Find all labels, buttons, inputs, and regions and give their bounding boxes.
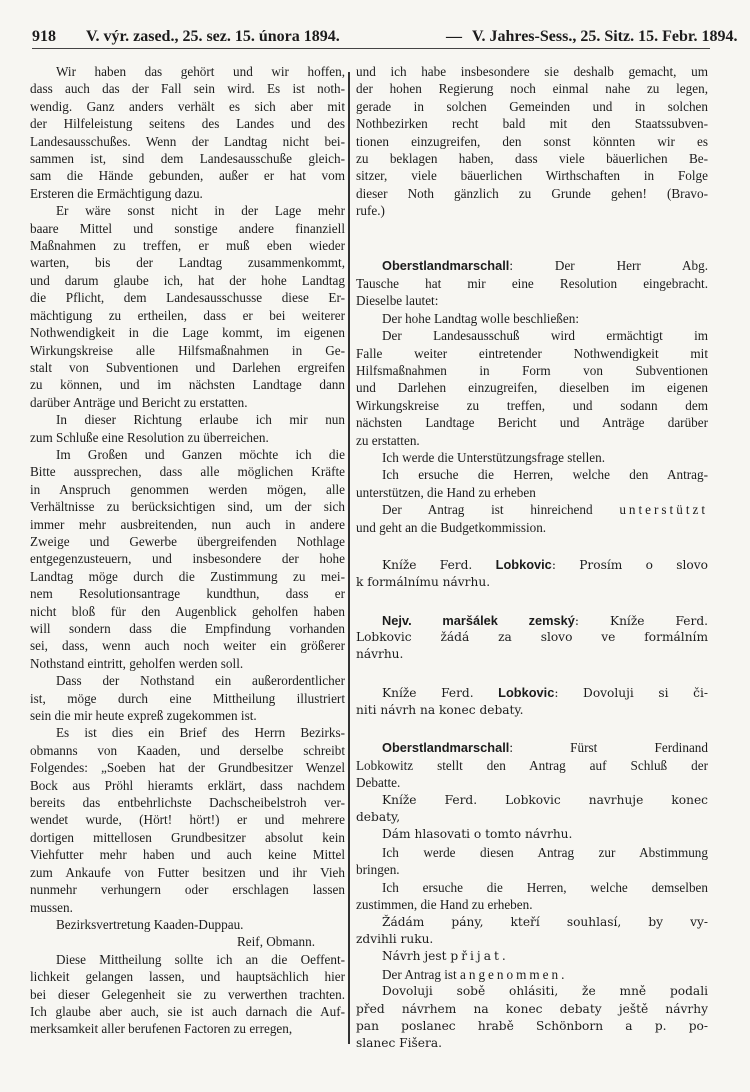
text-line: Folgendes: „Soeben hat der Grundbesitzer Wenzel <box>30 760 345 776</box>
text-segment: Kníže Ferd. <box>382 686 499 701</box>
text-line: zu können, und im nächsten Landtage dann <box>30 377 345 393</box>
speaker-name: Lobkovic <box>495 557 552 573</box>
text-segment: : Kníže Ferd. <box>574 613 708 628</box>
text-line: Ich glaube aber auch, sie ist auch darnach die Auf- <box>30 1003 345 1019</box>
text-line: entgegenzusteuern, und insbesondere der hohe <box>30 551 345 567</box>
text-line: Nothwendigkeit in die Lage kommt, im eigenen <box>30 325 345 341</box>
text-line: und ich habe insbesondere sie deshalb gemacht, um <box>356 64 708 79</box>
text-line: nicht bloß für den Augenblick geholfen haben <box>30 603 345 619</box>
paragraph <box>30 724 345 915</box>
paragraph <box>356 466 708 501</box>
text-segment: Der Antrag ist hinreichend <box>382 502 620 518</box>
paragraph <box>356 684 708 719</box>
paragraph <box>356 63 708 220</box>
text-line: darüber Anträge und Bericht zu erstatten. <box>30 394 248 410</box>
text-segment: Der Antrag ist <box>382 966 461 982</box>
text-line: debaty, <box>356 810 401 825</box>
text-line <box>356 966 708 983</box>
text-line: nunmehr verhungern oder erschlagen lassen <box>30 882 345 898</box>
header-german-title: V. Jahres-Sess., 25. Sitz. 15. Febr. 1894. <box>472 28 738 45</box>
text-line: Nothbezirken recht bald mit den Staatssubven- <box>356 116 708 132</box>
left-column <box>30 63 345 1038</box>
paragraph <box>30 411 345 446</box>
text-line: Tausche hat mir eine Resolution eingebracht. <box>356 275 708 291</box>
text-line: k formálnímu návrhu. <box>356 574 491 589</box>
text-line: Es ist dies ein Brief des Herrn Bezirks- <box>56 725 345 741</box>
paragraph <box>356 327 708 449</box>
text-segment: : Fürst Ferdinand <box>509 740 708 756</box>
paragraph <box>356 257 708 309</box>
text-line: Ich werde die Unterstützungsfrage stellen. <box>382 449 606 465</box>
text-segment: : Prosím o slovo <box>551 558 708 573</box>
text-line: mussen. <box>30 899 73 915</box>
text-line: Der hohe Landtag wolle beschließen: <box>382 310 580 326</box>
text-line: rufe.) <box>356 203 385 219</box>
text-line: Landesausschußes. Wenn der Landtag nicht bei- <box>30 133 345 149</box>
speaker-name: Nejv. maršálek zemský <box>382 612 575 628</box>
text-line: Dám hlasovati o tomto návrhu. <box>382 827 573 842</box>
text-line <box>356 684 708 701</box>
text-line: nächsten Landtage Bericht und Anträge darüber <box>356 415 708 431</box>
text-line: návrhu. <box>356 647 404 662</box>
text-line: Wir haben das gehört und wir hoffen, <box>56 64 345 79</box>
text-line: Bezirksvertretung Kaaden-Duppau. <box>56 916 244 932</box>
text-line: immer mehr ausbreitenden, nun auch in andere <box>30 516 345 532</box>
text-line: in Anspruch genommen werden mögen, alle <box>30 481 345 497</box>
text-line: warten, bis der Landtag zusammenkommt, <box>30 255 345 271</box>
text-line: obmanns von Kaaden, und derselbe schreibt <box>30 742 345 758</box>
text-line: Debatte. <box>356 775 401 791</box>
text-segment: . <box>561 966 565 982</box>
text-line: před návrhem na konec debaty ještě návrhy <box>356 1001 708 1016</box>
text-line <box>356 739 708 756</box>
text-line: und geht an die Budgetkommission. <box>356 519 547 535</box>
text-line: Falle weiter eintretender Nothwendigkeit mit <box>356 345 708 361</box>
speaker-name: Lobkovic <box>498 685 555 701</box>
text-line: Žádám pány, kteří souhlasí, by vy- <box>382 914 708 929</box>
text-segment: : Der Herr Abg. <box>509 258 708 274</box>
text-line: unterstützen, die Hand zu erheben <box>356 484 536 500</box>
text-line: Ersteren die Ermächtigung dazu. <box>30 185 203 201</box>
text-line: ist, möge durch eine Mittheilung illustriert <box>30 690 345 706</box>
text-line: Dovoluji sobě ohlásiti, že mně podali <box>382 984 708 999</box>
paragraph <box>356 449 708 466</box>
text-segment: Kníže Ferd. <box>382 558 496 573</box>
text-line: dieser Noth gänzlich zu Grunde gehen! (Bravo- <box>356 185 708 201</box>
paragraph <box>356 612 708 664</box>
text-line: sei, dass, wenn auch noch weiter ein größerer <box>30 638 345 654</box>
text-line: Verhältnisse zu berücksichtigen sind, um der sich <box>30 499 345 515</box>
text-line: und darum glaube ich, hat der hohe Landtag <box>30 272 345 288</box>
text-line: Kníže Ferd. Lobkovic navrhuje konec <box>382 792 708 807</box>
paragraph <box>356 792 708 827</box>
spaced-emphasis: angenommen <box>460 966 562 982</box>
text-line: sammen ist, sind dem Landesausschuße gleich- <box>30 151 345 167</box>
text-line: Viehfutter mehr haben und auch keine Mittel <box>30 847 345 863</box>
text-line: Wirkungskreise alle Hilfsmaßnahmen in Ge- <box>30 342 345 358</box>
text-line: Bitte aussprechen, dass alle möglichen Kräfte <box>30 464 345 480</box>
text-line: wendig. Ganz anders verhält es sich aber mit <box>30 98 345 114</box>
text-line: sam die Hände gebunden, außer er hat vom <box>30 168 345 184</box>
text-line: wendet wurde, (Hört! hört!) er und mehrere <box>30 812 345 828</box>
header-separator: — <box>446 28 462 45</box>
text-line: merksamkeit aller berufenen Factoren zu erregen, <box>30 1021 293 1037</box>
paragraph <box>30 202 345 411</box>
text-line: zdvihli ruku. <box>356 931 434 946</box>
text-line: sitzer, viele bäuerlichen Wirthschaften in Folge <box>356 168 708 184</box>
text-line: Reif, Obmann. <box>236 934 315 950</box>
text-line: die Pflicht, dem Landesausschusse diese Er- <box>30 290 345 306</box>
text-line: lichkeit gelangen lassen, und hauptsächlich hier <box>30 969 345 985</box>
paragraph <box>30 446 345 672</box>
text-line: der hohen Regierung noch einmal nahe zu legen, <box>356 81 708 97</box>
paragraph <box>356 879 708 914</box>
text-line: dortigen mittellosen Grundbesitzer absolut kein <box>30 829 345 845</box>
text-line: bringen. <box>356 862 400 878</box>
paragraph <box>356 914 708 949</box>
text-line: sein die mir heute expreß zugekommen ist. <box>30 708 257 724</box>
speaker-name: Oberstlandmarschall <box>382 258 510 274</box>
paragraph <box>356 501 708 536</box>
text-line: der Hilfeleistung seitens des Landes und des <box>30 116 345 132</box>
text-line: Lobkowitz stellt den Antrag auf Schluß der <box>356 757 708 773</box>
paragraph <box>356 826 708 843</box>
text-line: Nothstand eintritt, geholfen werden soll. <box>30 655 244 671</box>
text-line: Zweige und Gewerbe übergreifenden Nothlage <box>30 533 345 549</box>
speaker-name: Oberstlandmarschall <box>382 740 510 756</box>
text-line: bereits das entbehrlichste Dachscheibelstroh ver- <box>30 795 345 811</box>
text-line: Der Landesausschuß wird ermächtigt im <box>382 328 708 344</box>
text-line: Im Großen und Ganzen möchte ich die <box>56 446 345 462</box>
text-line: zu beklagen haben, dass viele bäuerlichen Be- <box>356 151 708 167</box>
spaced-emphasis: přijat <box>450 949 502 964</box>
text-line: bei dieser Gelegenheit sie zu verwerthen trachten. <box>30 986 345 1002</box>
text-line: baare Mittel und sonstige andere finanziell <box>30 220 345 236</box>
paragraph <box>356 556 708 591</box>
text-line: niti návrh na konec debaty. <box>356 702 524 717</box>
text-line <box>356 257 708 274</box>
paragraph <box>30 951 345 1038</box>
text-line <box>356 612 708 629</box>
text-line: Er wäre sonst nicht in der Lage mehr <box>56 203 345 219</box>
text-line: Ich ersuche die Herren, welche den Antrag- <box>382 467 708 483</box>
header-czech-title: V. výr. zased., 25. sez. 15. února 1894. <box>86 28 340 45</box>
text-line: und Darlehen einzugreifen, dieselben im eigenen <box>356 380 708 396</box>
paragraph <box>30 63 345 202</box>
paragraph <box>356 739 708 791</box>
paragraph <box>356 844 708 879</box>
text-line: Wirkungskreise zu treffen, und sodann dem <box>356 397 708 413</box>
text-line: nem Resolutionsantrage kundthun, dass er <box>30 586 345 602</box>
text-line <box>356 556 708 573</box>
text-line: Ich ersuche die Herren, welche demselben <box>382 879 708 895</box>
text-line: Lobkovic žádá za slovo ve formálním <box>356 630 708 645</box>
text-line: Landtag möge durch die Zustimmung zu mei- <box>30 568 345 584</box>
paragraph <box>30 933 345 950</box>
text-line <box>356 501 708 518</box>
text-line: Dass der Nothstand ein außerordentlicher <box>56 673 345 689</box>
text-segment: : Dovoluji si či- <box>554 686 708 701</box>
page-number: 918 <box>32 28 56 45</box>
text-line: stalt von Subventionen und Darlehen ergreifen <box>30 359 345 375</box>
text-line: will sondern dass die Empfindung vorhanden <box>30 621 345 636</box>
page-header <box>32 28 738 49</box>
text-line: Maßnahmen zu treffen, er muß eben wieder <box>30 238 345 254</box>
text-line: zustimmen, die Hand zu erheben. <box>356 897 533 913</box>
paragraph <box>356 983 708 1053</box>
column-divider <box>348 72 350 1044</box>
text-line: tionen einzugreifen, den sonst könnten wir es <box>356 133 708 149</box>
text-line: Dieselbe lautet: <box>356 293 439 309</box>
text-line: zum Ankaufe von Futter besitzen und ihr Vieh <box>30 864 345 880</box>
text-line: zu erstatten. <box>356 432 420 448</box>
right-column <box>356 63 708 1053</box>
text-line: pan poslanec hrabě Schönborn a p. po- <box>356 1018 708 1033</box>
paragraph <box>356 966 708 983</box>
text-line: Bock aus Pröhl hieramts erklärt, dass nachdem <box>30 777 345 793</box>
text-line: gerade in solchen Gemeinden und in solchen <box>356 98 708 114</box>
text-line: dass auch das der Fall sein wird. Es ist noth- <box>30 81 345 97</box>
paragraph <box>30 916 345 933</box>
text-line: Ich werde diesen Antrag zur Abstimmung <box>382 844 708 860</box>
text-segment: Návrh jest <box>382 949 451 964</box>
text-line: Diese Mittheilung sollte ich an die Oeffent- <box>56 951 345 967</box>
paragraph <box>356 310 708 327</box>
text-line: mächtigung zu ertheilen, dass er bei weiterer <box>30 307 345 323</box>
text-line <box>356 948 708 965</box>
paragraph <box>30 672 345 724</box>
paragraph <box>356 948 708 965</box>
text-line: In dieser Richtung erlaube ich mir nun <box>56 412 345 428</box>
text-line: slanec Fišera. <box>356 1036 442 1051</box>
text-line: Hilfsmaßnahmen in Form von Subventionen <box>356 362 708 378</box>
spaced-emphasis: unterstützt <box>619 502 708 518</box>
text-line: zum Schluße eine Resolution zu überreichen. <box>30 429 269 445</box>
text-segment: . <box>501 949 506 964</box>
